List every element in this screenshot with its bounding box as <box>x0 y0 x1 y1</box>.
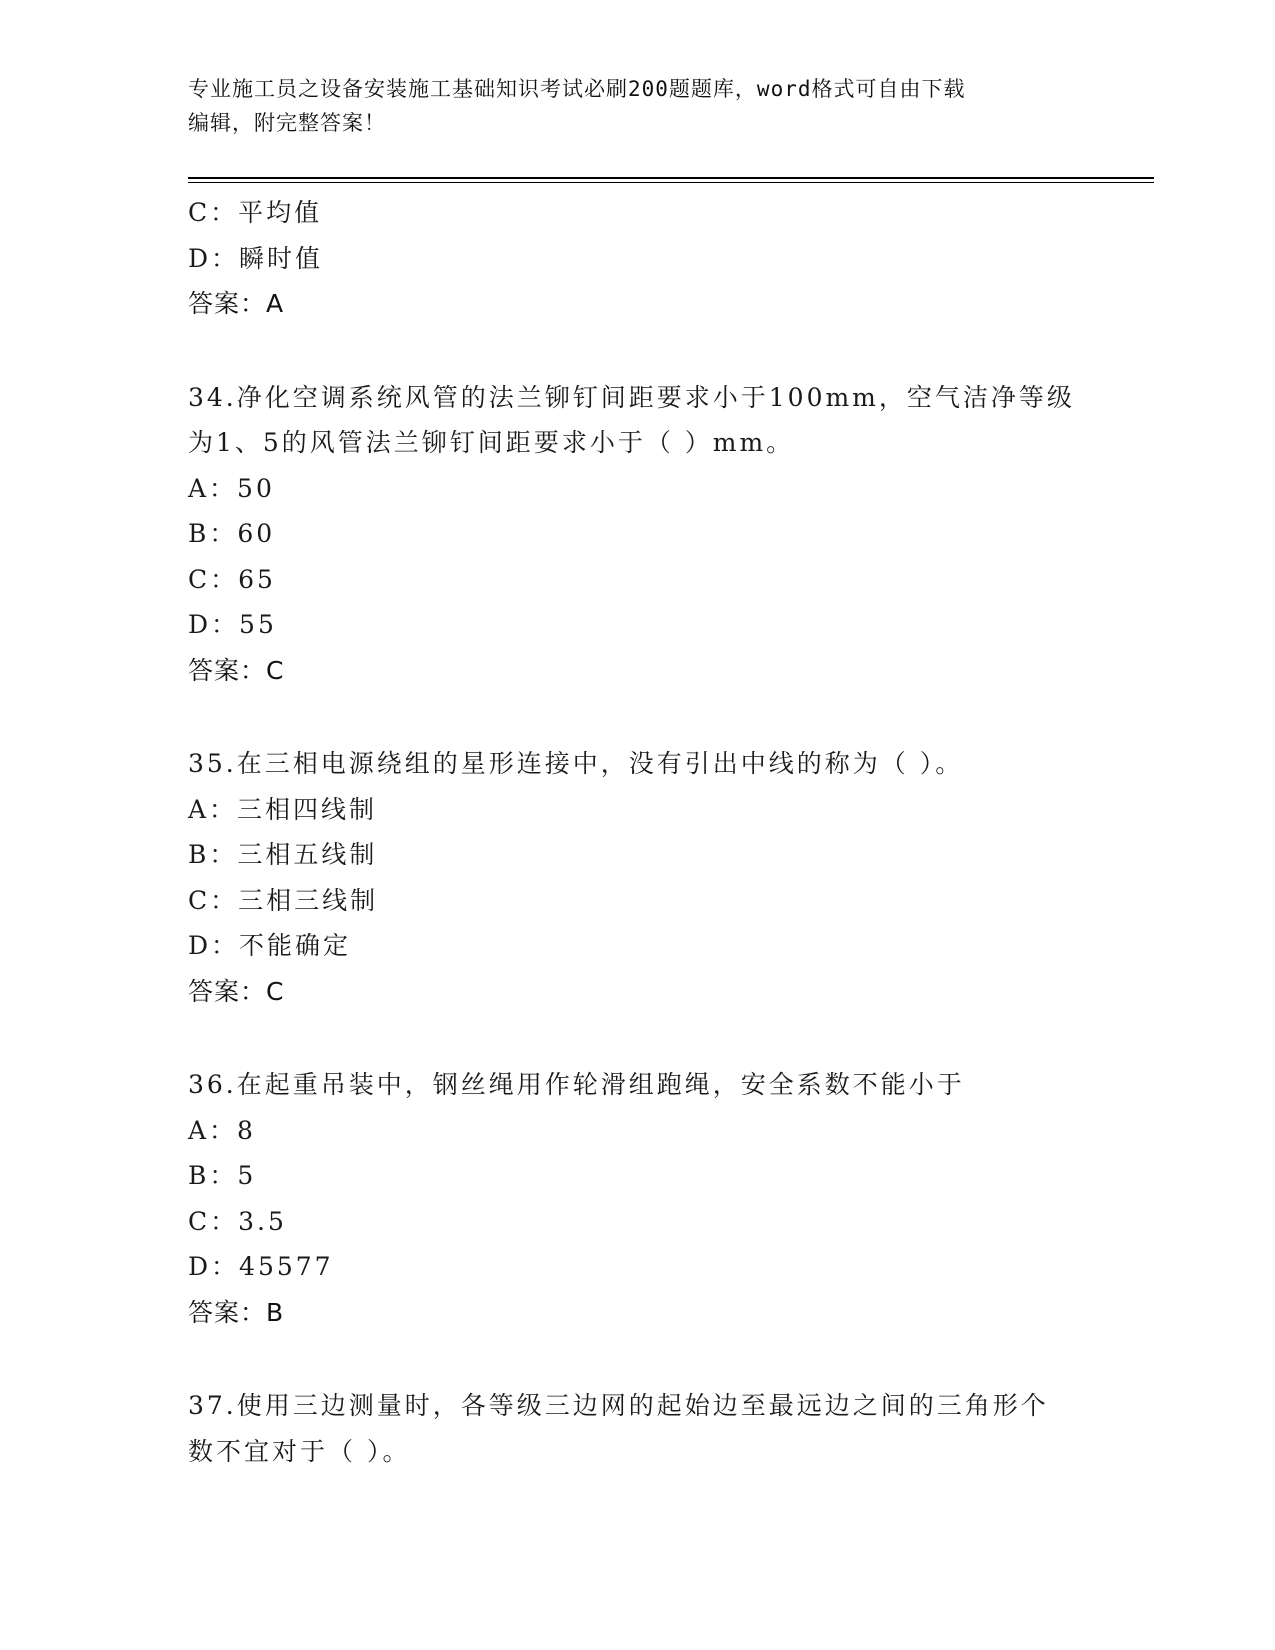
previous-question-tail <box>188 190 1088 327</box>
question-35 <box>188 741 1088 1014</box>
header-line-2: 编辑，附完整答案！ <box>188 111 386 135</box>
answer-line: 答案：C <box>188 655 285 685</box>
option-a: A：三相四线制 <box>188 794 378 824</box>
stem-line: 34.净化空调系统风管的法兰铆钉间距要求小于100mm，空气洁净等级 <box>188 382 1075 412</box>
option-d: D：45577 <box>188 1252 334 1281</box>
question-36 <box>188 1062 1088 1335</box>
answer-line: 答案：B <box>188 1297 285 1327</box>
question-stem <box>188 375 1088 466</box>
question-37 <box>188 1383 1088 1474</box>
header-divider-thick <box>188 177 1154 179</box>
question-stem <box>188 1383 1088 1474</box>
option-d: D：瞬时值 <box>188 243 324 273</box>
document-header <box>188 72 1088 140</box>
option-c: C：三相三线制 <box>188 885 379 915</box>
stem-line: 为1、5的风管法兰铆钉间距要求小于（ ）mm。 <box>188 428 795 457</box>
header-line-1: 专业施工员之设备安装施工基础知识考试必刷200题题库，word格式可自由下载 <box>188 77 966 101</box>
question-stem <box>188 1062 1088 1108</box>
question-34 <box>188 375 1088 694</box>
stem-line: 35.在三相电源绕组的星形连接中，没有引出中线的称为（ ）。 <box>188 749 964 778</box>
option-b: B：三相五线制 <box>188 840 378 869</box>
stem-line: 数不宜对于（ ）。 <box>188 1436 411 1466</box>
stem-line: 37.使用三边测量时，各等级三边网的起始边至最远边之间的三角形个 <box>188 1391 1049 1420</box>
answer-line: 答案：C <box>188 976 285 1006</box>
option-a: A：50 <box>188 473 275 503</box>
option-c: C：平均值 <box>188 198 323 227</box>
header-divider-thin <box>188 182 1154 183</box>
option-b: B：60 <box>188 519 276 548</box>
question-stem <box>188 741 1088 787</box>
option-a: A：8 <box>188 1115 256 1145</box>
question-list <box>188 190 1088 1474</box>
answer-line: 答案：A <box>188 289 285 318</box>
stem-line: 36.在起重吊装中，钢丝绳用作轮滑组跑绳，安全系数不能小于 <box>188 1070 965 1099</box>
option-d: D：55 <box>188 610 277 639</box>
option-d: D：不能确定 <box>188 931 352 960</box>
option-c: C：65 <box>188 564 276 594</box>
option-b: B：5 <box>188 1161 257 1190</box>
option-c: C：3.5 <box>188 1206 287 1236</box>
